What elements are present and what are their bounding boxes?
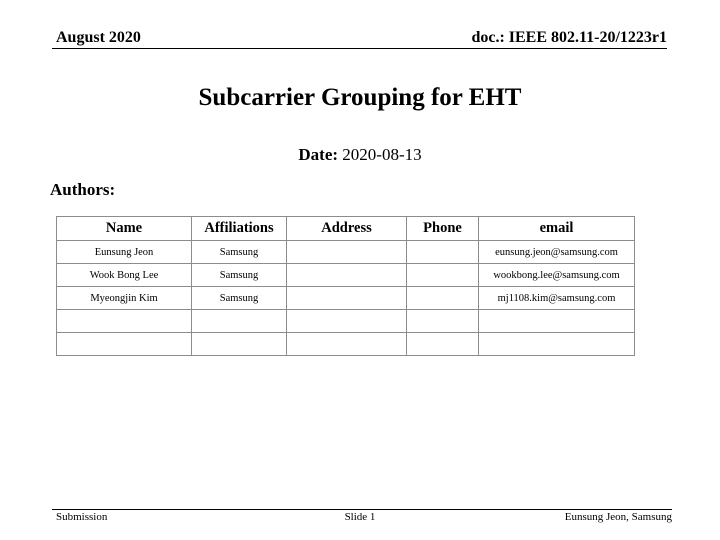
author-address-cell [287,241,407,264]
author-name-cell: Wook Bong Lee [57,264,192,287]
column-header-address: Address [287,217,407,241]
author-affiliation-cell [192,310,287,333]
author-affiliation-cell: Samsung [192,264,287,287]
author-affiliation-cell: Samsung [192,241,287,264]
slide-title: Subcarrier Grouping for EHT [198,84,522,111]
author-phone-cell [407,287,479,310]
footer-slide-number: Slide 1 [344,511,376,523]
authors-heading: Authors: [50,180,116,199]
author-email-cell: mj1108.kim@samsung.com [479,287,635,310]
footer-submission: Submission [56,511,108,523]
table-row [57,310,635,333]
author-address-cell [287,264,407,287]
header-divider [52,48,667,49]
column-header-email: email [479,217,635,241]
author-name-cell [57,310,192,333]
footer-author: Eunsung Jeon, Samsung [564,511,672,523]
table-header-row [57,217,635,241]
table-row [57,241,635,264]
header-date: August 2020 [56,29,141,46]
table-row [57,264,635,287]
date-value: 2020-08-13 [342,145,422,164]
author-phone-cell [407,333,479,356]
column-header-name: Name [57,217,192,241]
author-email-cell: eunsung.jeon@samsung.com [479,241,635,264]
column-header-affiliations: Affiliations [192,217,287,241]
date-line [0,145,720,165]
author-email-cell: wookbong.lee@samsung.com [479,264,635,287]
author-phone-cell [407,264,479,287]
column-header-phone: Phone [407,217,479,241]
author-email-cell [479,333,635,356]
author-email-cell [479,310,635,333]
author-affiliation-cell [192,333,287,356]
footer-divider [52,509,672,510]
header-doc-id: doc.: IEEE 802.11-20/1223r1 [471,29,667,46]
author-name-cell: Eunsung Jeon [57,241,192,264]
date-label: Date: [298,145,339,164]
author-affiliation-cell: Samsung [192,287,287,310]
author-phone-cell [407,241,479,264]
table-row [57,287,635,310]
authors-table [56,216,635,356]
author-phone-cell [407,310,479,333]
author-address-cell [287,287,407,310]
author-name-cell [57,333,192,356]
author-address-cell [287,310,407,333]
author-address-cell [287,333,407,356]
author-name-cell: Myeongjin Kim [57,287,192,310]
table-row [57,333,635,356]
